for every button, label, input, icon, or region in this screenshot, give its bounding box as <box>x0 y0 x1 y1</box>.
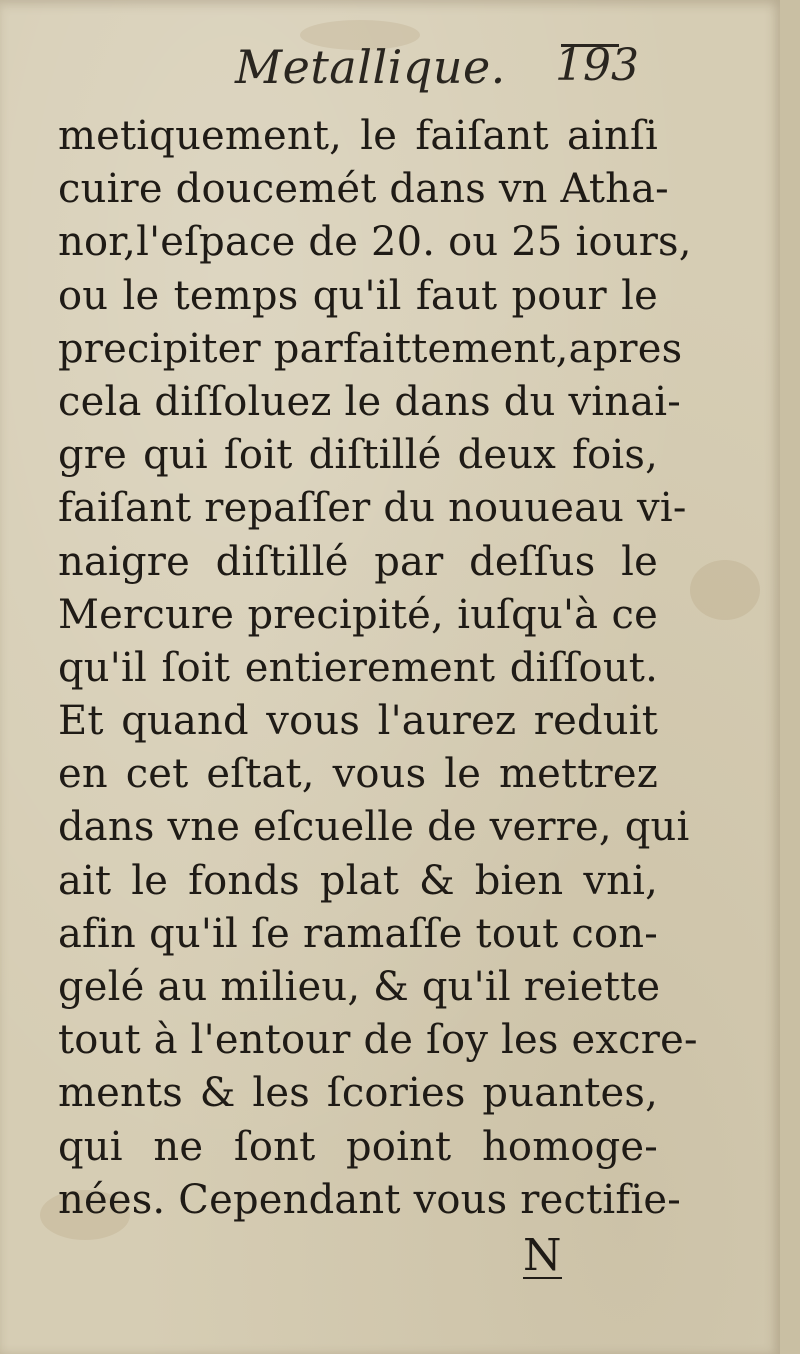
text-line: gre qui ſoit diſtillé deux fois, <box>58 432 658 479</box>
text-line: precipiter parfaittement,apres <box>58 325 683 372</box>
text-line: ou le temps qu'il faut pour le <box>58 272 658 319</box>
text-line: ait le fonds plat & bien vni, <box>58 857 658 904</box>
paper-stain <box>690 560 760 620</box>
signature-mark: N <box>523 1230 562 1281</box>
text-line: naigre diſtillé par deſſus le <box>58 538 658 585</box>
page-header <box>0 40 780 110</box>
text-line: cuire doucemét dans vn Atha- <box>58 166 669 213</box>
body-text <box>58 110 698 1227</box>
text-line: dans vne eſcuelle de verre, qui <box>58 804 690 851</box>
text-line: nées. Cependant vous rectifie- <box>58 1176 681 1223</box>
text-line: tout à l'entour de ſoy les excre- <box>58 1017 698 1064</box>
text-line: Et quand vous l'aurez reduit <box>58 698 658 745</box>
text-line: ments & les ſcories puantes, <box>58 1070 658 1117</box>
text-line: gelé au milieu, & qu'il reiette <box>58 964 661 1010</box>
page-edge <box>780 0 800 1354</box>
text-line: cela diſſoluez le dans du vinai- <box>58 378 681 425</box>
text-line: en cet eſtat, vous le mettrez <box>58 751 658 798</box>
running-title: Metallique. <box>235 40 506 94</box>
text-line: metiquement, le faiſant ainſi <box>58 113 658 159</box>
text-line: faiſant repaſſer du nouueau vi- <box>58 485 687 532</box>
page-number: 193 <box>555 40 639 91</box>
text-line: Mercure precipité, iuſqu'à ce <box>58 591 658 638</box>
text-line: afin qu'il ſe ramaſſe tout con- <box>58 910 658 957</box>
text-line: qui ne ſont point homoge- <box>58 1123 658 1170</box>
text-line: qu'il ſoit entierement diſſout. <box>58 644 658 691</box>
text-line: nor,l'eſpace de 20. ou 25 iours, <box>58 219 692 266</box>
